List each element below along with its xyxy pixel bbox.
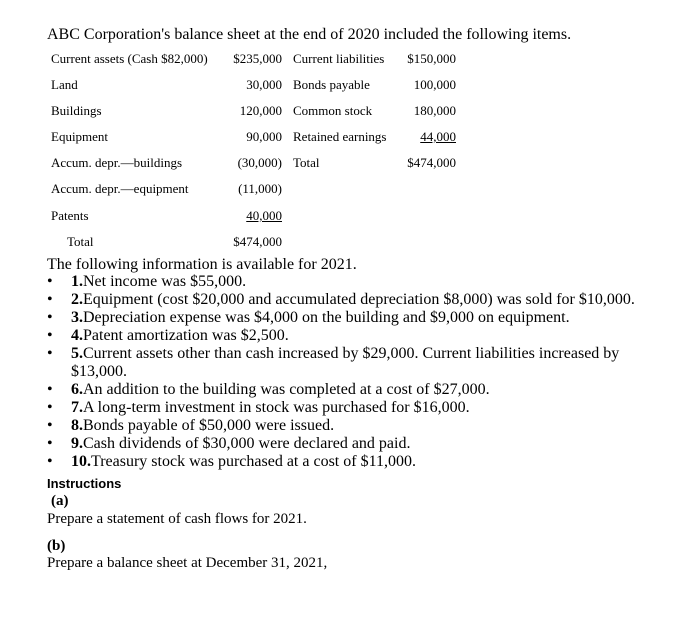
bs-right-value: $474,000: [407, 155, 456, 170]
intro-text: ABC Corporation's balance sheet at the end of 2020 included the following items.: [47, 26, 572, 43]
bs-left-value: 90,000: [246, 129, 282, 144]
bs-left-label: Accum. depr.—equipment: [51, 181, 189, 196]
bs-left-value: $235,000: [233, 51, 282, 66]
bs-left-label: Current assets (Cash $82,000): [51, 51, 208, 66]
bs-left-label: Patents: [51, 208, 89, 223]
instructions-heading: Instructions: [47, 476, 122, 491]
list-item: • 3.Depreciation expense was $4,000 on the building and $9,000 on equipment.: [47, 309, 647, 327]
list-item: • 10.Treasury stock was purchased at a cost of $11,000.: [47, 453, 647, 471]
bs-left-value: $474,000: [233, 234, 282, 249]
list-item: • 1.Net income was $55,000.: [47, 273, 647, 291]
list-item: • 6.An addition to the building was completed at a cost of $27,000.: [47, 381, 647, 399]
bs-right-value: [376, 129, 456, 144]
bs-right-value: $150,000: [407, 51, 456, 66]
bs-right-label: Bonds payable: [293, 77, 370, 92]
bs-right-label: Total: [293, 155, 320, 170]
bs-left-label: Equipment: [51, 129, 109, 144]
info-list: [47, 273, 647, 471]
bs-right-label: Common stock: [293, 103, 373, 118]
list-item: • 8.Bonds payable of $50,000 were issued.: [47, 417, 647, 435]
part-b-text: Prepare a balance sheet at December 31, 2021,: [47, 555, 328, 571]
part-a-label: (a): [51, 493, 69, 509]
bs-left-label: Land: [51, 77, 78, 92]
list-item: • 2.Equipment (cost $20,000 and accumulated depreciation $8,000) was sold for $10,000.: [47, 291, 647, 309]
part-a-text: Prepare a statement of cash flows for 2021.: [47, 511, 307, 527]
bs-left-label: Buildings: [51, 103, 102, 118]
bs-right-value: 180,000: [413, 103, 456, 118]
bs-left-value: (30,000): [237, 155, 282, 170]
bs-right-value-text: 44,000: [420, 129, 456, 144]
bs-right-label: Retained earnings: [293, 129, 387, 144]
bs-left-value: 120,000: [239, 103, 282, 118]
list-item: • 7.A long-term investment in stock was purchased for $16,000.: [47, 399, 647, 417]
list-item: • 5.Current assets other than cash increased by $29,000. Current liabilities increased by $13,000.: [47, 345, 647, 381]
bs-left-value-text: 40,000: [246, 208, 282, 223]
part-b-label: (b): [47, 538, 66, 554]
bs-left-label: Accum. depr.—buildings: [51, 155, 183, 170]
available-info-text: The following information is available for 2021.: [47, 256, 357, 273]
bs-right-value: 100,000: [413, 77, 456, 92]
list-item: • 4.Patent amortization was $2,500.: [47, 327, 647, 345]
bs-left-value: 30,000: [246, 77, 282, 92]
bs-left-label: Total: [67, 234, 94, 249]
bs-left-value: (11,000): [238, 181, 282, 196]
list-item: • 9.Cash dividends of $30,000 were declared and paid.: [47, 435, 647, 453]
bs-left-value: [182, 208, 282, 223]
bs-right-label: Current liabilities: [293, 51, 385, 66]
